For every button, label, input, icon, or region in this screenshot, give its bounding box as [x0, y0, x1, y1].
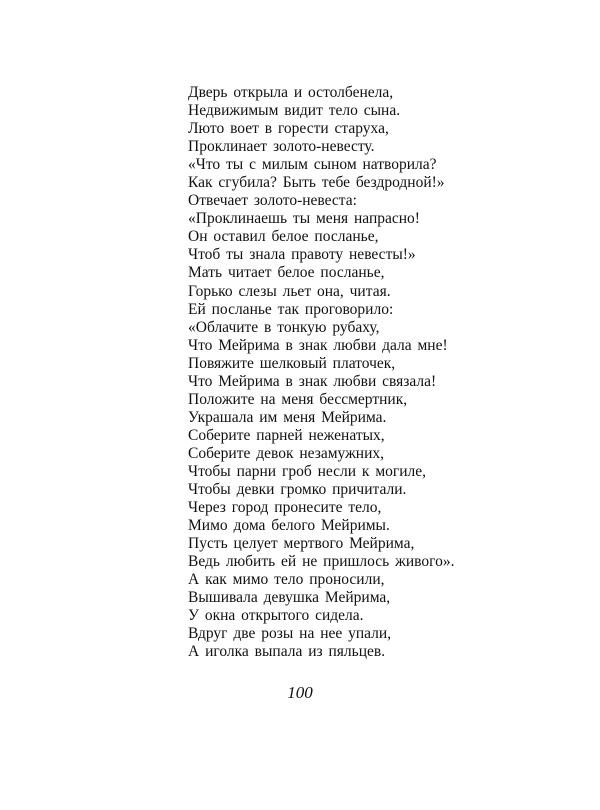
poem-line: Пусть целует мертвого Мейрима,: [188, 535, 415, 553]
poem-line: Соберите девок незамужних,: [188, 444, 385, 462]
poem-line: Чтобы парни гроб несли к могиле,: [188, 462, 427, 480]
poem-line: «Облачите в тонкую рубаху,: [188, 318, 380, 336]
poem-line: Проклинает золото-невесту.: [188, 138, 375, 156]
poem-line: Люто воет в горести старуха,: [188, 120, 389, 138]
poem-line: «Проклинаешь ты меня напрасно!: [188, 210, 420, 228]
poem-line: Горько слезы льет она, читая.: [188, 282, 391, 300]
poem-line: Мать читает белое посланье,: [188, 264, 385, 282]
poem-line: Он оставил белое посланье,: [188, 228, 379, 246]
poem-line: Через город пронесите тело,: [188, 499, 382, 517]
poem-line: «Что ты с милым сыном натворила?: [188, 156, 437, 174]
poem-line: Что Мейрима в знак любви связала!: [188, 372, 437, 390]
page-number: 100: [287, 683, 313, 702]
poem-line: Положите на меня бессмертник,: [188, 390, 408, 408]
poem-line: Повяжите шелковый платочек,: [188, 354, 396, 372]
poem-line: А иголка выпала из пяльцев.: [188, 643, 386, 661]
poem-line: Вдруг две розы на нее упали,: [188, 625, 392, 643]
poem-line: Отвечает золото-невеста:: [188, 192, 357, 210]
poem-line: Украшала им меня Мейрима.: [188, 408, 387, 426]
poem-text: [188, 84, 488, 662]
poem-line: А как мимо тело проносили,: [188, 571, 385, 589]
poem-line: Ей посланье так проговорило:: [188, 300, 394, 318]
poem-line: Чтоб ты знала правоту невесты!»: [188, 246, 416, 264]
poem-line: Дверь открыла и остолбенела,: [188, 84, 394, 101]
poem-line: Чтобы девки громко причитали.: [188, 481, 407, 499]
poem-line: У окна открытого сидела.: [188, 607, 364, 625]
poem-line: Как сгубила? Быть тебе бездродной!»: [188, 174, 445, 192]
poem-line: Мимо дома белого Мейримы.: [188, 517, 390, 535]
poem-line: Ведь любить ей не пришлось живого».: [188, 553, 455, 571]
poem-line: Вышивала девушка Мейрима,: [188, 589, 391, 607]
poem-line: Недвижимым видит тело сына.: [188, 102, 401, 120]
poem-line: Соберите парней неженатых,: [188, 426, 385, 444]
poem-line: Что Мейрима в знак любви дала мне!: [188, 336, 448, 354]
